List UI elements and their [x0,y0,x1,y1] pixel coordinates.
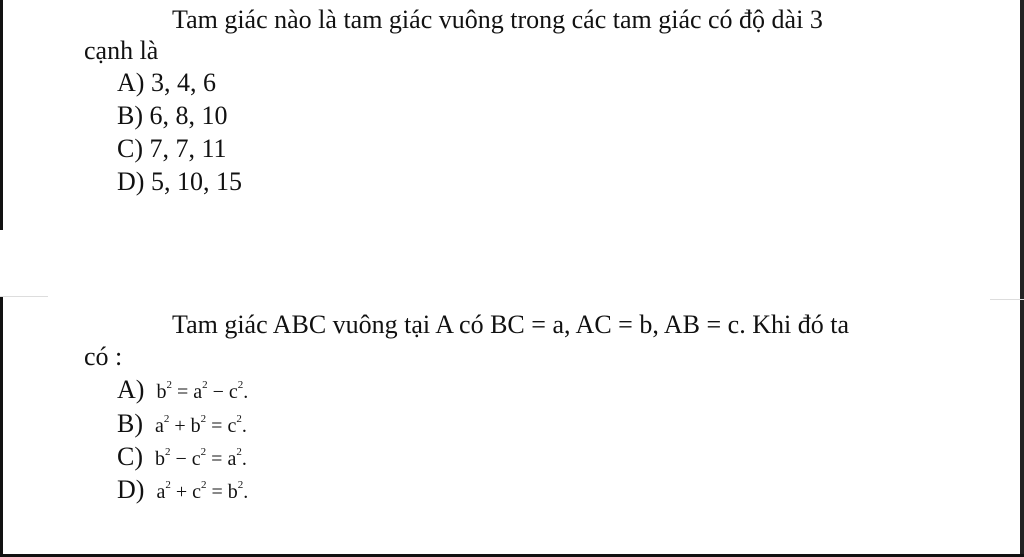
page-border-right-lower [1020,296,1024,557]
question-2-option-c[interactable] [117,442,247,472]
formula-operator: = [206,415,228,437]
option-formula [155,415,247,437]
formula-term: $b^2$ [190,413,207,437]
option-label: B) [117,101,143,130]
page-border-left [0,0,3,230]
option-formula [155,448,247,470]
option-label: A) [117,375,145,404]
formula-operator: + [170,481,193,503]
question-2-option-b[interactable] [117,409,247,439]
formula-term: $a^2$ [156,479,171,503]
formula-term: $c^2$ [192,479,207,503]
formula-term: $b^2$ [156,379,172,403]
formula-operator: . [243,481,249,503]
formula-term: $a^2$ [193,379,208,403]
question-1-stem-continued: cạnh là [84,36,159,65]
formula-operator: = [206,481,228,503]
option-label: D) [117,167,145,196]
question-2-option-d[interactable] [117,475,248,505]
option-formula [156,481,248,503]
question-2-stem: Tam giác ABC vuông tại A có BC = a, AC = b, AB = c. Khi đó ta [172,310,849,339]
formula-term: $c^2$ [228,379,244,403]
question-1-option-c[interactable] [117,134,227,164]
divider-line [990,299,1024,300]
question-1-option-d[interactable] [117,167,242,197]
question-1-option-b[interactable] [117,101,228,131]
formula-term: $a^2$ [155,413,170,437]
formula-operator: = [171,381,194,403]
formula-operator: − [207,381,229,403]
option-text: 6, 8, 10 [149,101,228,130]
formula-term: $a^2$ [227,446,242,470]
option-label: B) [117,409,143,438]
formula-term: $b^2$ [227,479,244,503]
option-label: D) [117,475,145,504]
divider-line [0,296,48,297]
question-2-stem-continued: có : [84,342,123,371]
formula-operator: . [241,415,247,437]
page-border-left-lower [0,296,3,557]
formula-operator: . [243,381,249,403]
formula-operator: + [169,415,191,437]
formula-operator: = [206,448,228,470]
formula-term: $c^2$ [191,446,207,470]
option-formula [156,381,248,403]
option-label: C) [117,134,143,163]
formula-operator: . [241,448,247,470]
option-text: 7, 7, 11 [149,134,227,163]
option-label: A) [117,68,145,97]
option-label: C) [117,442,143,471]
formula-term: $c^2$ [227,413,242,437]
option-text: 3, 4, 6 [150,68,216,97]
question-2-option-a[interactable] [117,375,248,405]
option-text: 5, 10, 15 [150,167,242,196]
question-1-option-a[interactable] [117,68,216,98]
formula-term: $b^2$ [155,446,171,470]
formula-operator: − [170,448,192,470]
question-1-stem: Tam giác nào là tam giác vuông trong các tam giác có độ dài 3 [172,5,823,34]
page-border-right [1020,0,1024,300]
